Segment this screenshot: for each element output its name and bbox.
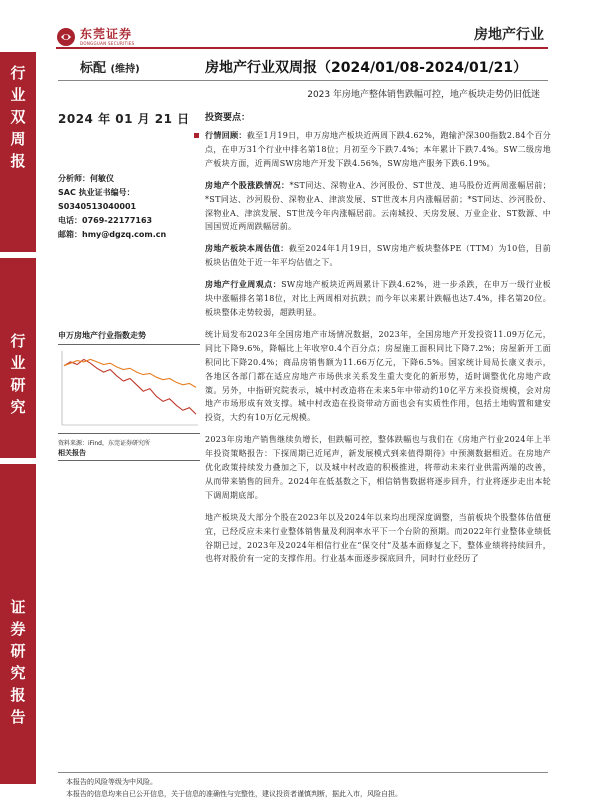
analyst-name: 分析师：何敏仪 <box>58 174 114 183</box>
bullet-icon <box>194 133 199 138</box>
weekly-view-paragraph <box>205 278 551 320</box>
statistics-paragraph: 统计局发布2023年全国房地产市场情况数据，2023年，全国房地产开发投资11.09万亿元，同比下降9.6%，降幅比上年收窄0.4个百分点；房屋施工面积同比下降7.2%；房屋新开工面积同比下降20.4%；商品房销售额为11.66万亿元，下降6.5%。国家统计局局长康义表示，各地区各部门都在适应房地产市场供求关系发生重大变化的新形势，适时调整优化房地产政策。另外，中指研究院表示，城中村改造将在未来5年中带动约10亿平方米投资规模，会对房地产市场形成有效支撑。城中村改造在投资带动方面也会有实质性作用，包括土地购置和建安投资，大约有10万亿元规模。 <box>205 329 551 423</box>
report-title: 房地产行业双周报（2024/01/08-2024/01/21） <box>205 60 528 76</box>
logo-chinese: 东莞证券 <box>80 27 133 41</box>
chart-source: 资料来源：iFind，东莞证券研究所 <box>58 433 200 447</box>
stock-moves-paragraph <box>205 179 551 235</box>
valuation-outlook-paragraph: 地产板块及大部分个股在2023年以及2024年以来均出现深度调整，当前板块个股整体估值便宜，已经反应未来行业整体销售量及利润率水平下一个台阶的预期。而2022年行业整体业绩低谷期已过，2023年及2024年相信行业在“保交付”及基本面修复之下，整体业绩将持续回升，也将对股价有一定的支撑作用。行业基本面逐步探底回升，同时行业经历了 <box>205 512 551 564</box>
side-band-securities <box>0 464 36 784</box>
title-divider <box>58 80 548 81</box>
footer-divider <box>58 772 548 773</box>
index-chart <box>58 330 200 447</box>
rating-note: (维持) <box>110 64 140 75</box>
analyst-sac-number: S0340513040001 <box>58 202 137 211</box>
analyst-email: 邮箱：hmy@dgzq.com.cn <box>58 230 167 239</box>
stock-moves-label: 房地产个股涨跌情况： <box>205 180 290 190</box>
header-industry: 房地产行业 <box>474 27 544 43</box>
main-content <box>205 110 551 574</box>
side-band-report-type <box>0 52 36 252</box>
analyst-info <box>58 172 166 242</box>
side-band-report-type-label: 行业双周报 <box>10 64 26 170</box>
related-reports-heading: 相关报告 <box>58 448 200 461</box>
logo-english: DONGGUAN SECURITIES <box>80 41 135 46</box>
weekly-view-text: SW房地产板块近两周累计下跌4.62%，进一步杀跌，在申万一级行业板块中涨幅排名第18位，对比上两周相对抗跌；而今年以来累计跌幅也达7.4%，排名第20位。板块整体走势较弱，超跌明显。 <box>205 280 551 317</box>
valuation-text: 截至2024年1月19日，SW房地产板块整体PE（TTM）为10倍，目前板块估值处于近一年平均估值之下。 <box>205 244 552 268</box>
market-review-text: 截至1月19日，申万房地产板块近两周下跌4.62%，跑输沪深300指数2.84个百分点，在申万31个行业中排名第18位；月初至今下跌7.4%；本年累计下跌7.4%。SW二级房地产板块方面，近两周SW房地产开发下跌4.56%，SW房地产服务下跌6.19%。 <box>205 131 551 168</box>
logo-mark-icon <box>56 27 76 47</box>
chart-plot <box>58 347 200 431</box>
footer-disclaimer <box>66 776 402 800</box>
side-band-research-label: 行业研究 <box>10 332 26 416</box>
side-band-research <box>0 258 36 458</box>
sales-outlook-paragraph: 2023年房地产销售继续负增长，但跌幅可控，整体跌幅也与我们在《房地产行业2024年上半年投资策略报告：下探周期已近尾声，新发展模式到来值得期待》中预测数据相近。在房地产优化政策持续发力叠加之下，以及城中村改造的积极推进，将带动未来行业供需两端的改善，从而带来销售的回升。2024年在低基数之下，相信销售数据将逐步回升，行业将逐步走出本轮下调周期底部。 <box>205 435 551 500</box>
chart-title: 申万房地产行业指数走势 <box>58 330 200 345</box>
header-divider <box>56 47 548 49</box>
market-review-paragraph <box>205 129 551 171</box>
investment-points-heading: 投资要点： <box>205 113 251 123</box>
risk-level-note: 本报告的风险等级为中风险。 <box>66 778 157 786</box>
analyst-phone: 电话：0769-22177163 <box>58 216 153 225</box>
info-source-note: 本报告的信息均来自已公开信息，关于信息的准确性与完整性，建议投资者谨慎判断，据此入市，风险自担。 <box>66 790 402 798</box>
side-band-securities-label: 证券研究报告 <box>10 598 26 726</box>
report-subtitle: 2023 年房地产整体销售跌幅可控，地产板块走势仍旧低迷 <box>307 90 540 100</box>
chart-series-line-1 <box>64 359 196 387</box>
rating-value: 标配 <box>80 61 107 76</box>
analyst-sac-label: SAC 执业证书编号： <box>58 188 135 197</box>
weekly-view-label: 房地产行业周观点： <box>205 280 282 290</box>
chart-series-line-0 <box>64 359 196 414</box>
rating <box>80 57 140 76</box>
stock-moves-text: *ST同达、深物业A、沙河股份、ST世茂、迪马股份近两周涨幅居前；*ST同达、沙河股份、深物业A、津滨发展、ST世茂本月内涨幅居前；*ST同达、沙河股份、深物业A、津滨发展、ST世茂今年内涨幅居前。云南城投、天房发展、万业企业、ST数源、中国国贸近两周跌幅居前。 <box>205 180 552 232</box>
report-date: 2024 年 01 月 21 日 <box>58 112 190 126</box>
valuation-paragraph <box>205 242 551 270</box>
valuation-label: 房地产板块本周估值： <box>205 244 289 254</box>
market-review-label: 行情回顾： <box>205 131 247 140</box>
